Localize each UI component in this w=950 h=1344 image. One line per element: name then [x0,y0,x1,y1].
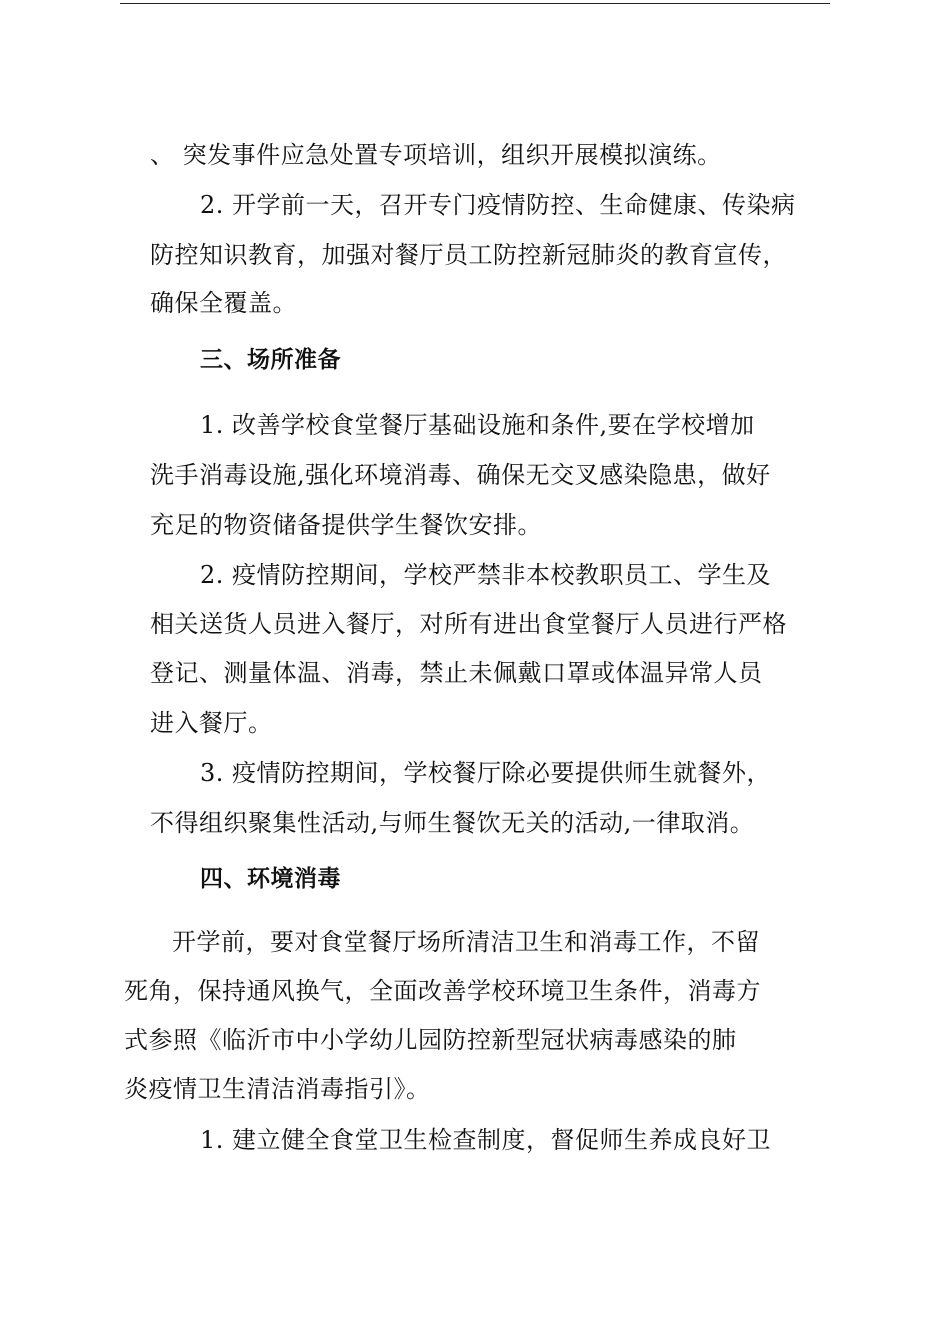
paragraph-line: 充足的物资储备提供学生餐饮安排。 [150,511,542,539]
paragraph-line: 2. 疫情防控期间，学校严禁非本校教职员工、学生及 [200,561,772,589]
paragraph-line: 洗手消毒设施,强化环境消毒、确保无交叉感染隐患，做好 [150,461,771,489]
paragraph-line: 、 突发事件应急处置专项培训，组织开展模拟演练。 [150,141,722,169]
paragraph-line: 1. 建立健全食堂卫生检查制度，督促师生养成良好卫 [200,1126,772,1154]
paragraph-line: 相关送货人员进入餐厅，对所有进出食堂餐厅人员进行严格 [150,610,787,638]
paragraph-line: 1. 改善学校食堂餐厅基础设施和条件,要在学校增加 [200,411,755,439]
section-heading: 四、环境消毒 [200,866,341,892]
paragraph-line: 防控知识教育，加强对餐厅员工防控新冠肺炎的教育宣传， [150,241,787,269]
paragraph-line: 开学前，要对食堂餐厅场所清洁卫生和消毒工作，不留 [172,928,760,956]
paragraph-line: 3. 疫情防控期间，学校餐厅除必要提供师生就餐外， [200,759,772,787]
paragraph-line: 死角，保持通风换气，全面改善学校环境卫生条件，消毒方 [124,977,761,1005]
paragraph-line: 式参照《临沂市中小学幼儿园防控新型冠状病毒感染的肺 [124,1026,737,1054]
paragraph-line: 进入餐厅。 [150,709,273,737]
section-heading: 三、场所准备 [200,347,341,373]
paragraph-line: 不得组织聚集性活动,与师生餐饮无关的活动,一律取消。 [150,809,755,837]
paragraph-line: 登记、测量体温、消毒，禁止未佩戴口罩或体温异常人员 [150,659,763,687]
paragraph-line: 2. 开学前一天，召开专门疫情防控、生命健康、传染病 [200,191,796,219]
paragraph-line: 炎疫情卫生清洁消毒指引》。 [124,1075,431,1103]
top-border-line [120,3,830,4]
paragraph-line: 确保全覆盖。 [150,289,297,317]
